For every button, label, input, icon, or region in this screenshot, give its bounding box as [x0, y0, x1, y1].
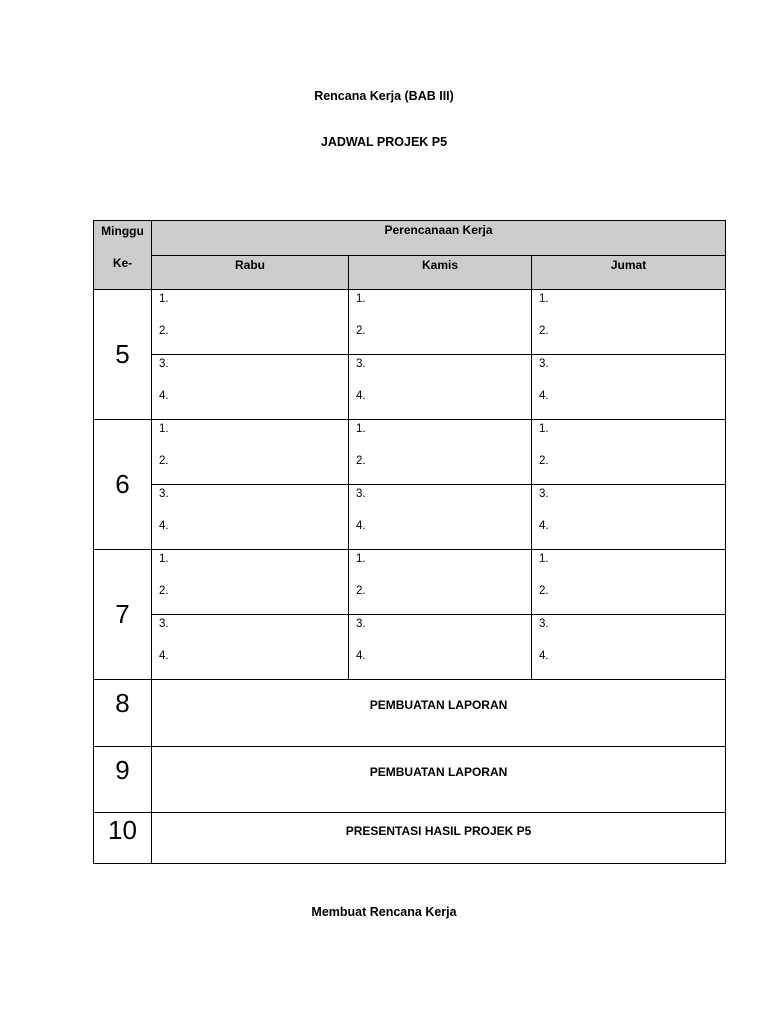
activity-label: PEMBUATAN LAPORAN [369, 765, 508, 779]
item-number: 2. [159, 585, 169, 597]
item-number: 1. [159, 423, 169, 435]
item-number: 1. [539, 293, 549, 305]
item-number: 4. [539, 520, 549, 532]
item-number: 1. [539, 553, 549, 565]
table-row [94, 290, 726, 355]
activity-cell [152, 747, 726, 813]
week-column-header [94, 221, 152, 290]
slot-cell [152, 550, 349, 615]
item-number: 2. [356, 325, 366, 337]
week-number-cell [94, 747, 152, 813]
item-number: 4. [159, 520, 169, 532]
item-number: 4. [356, 520, 366, 532]
slot-cell [349, 290, 532, 355]
slot-cell [532, 550, 726, 615]
item-number: 1. [159, 553, 169, 565]
item-number: 1. [356, 423, 366, 435]
document-title: Rencana Kerja (BAB III) [314, 89, 454, 103]
item-number: 3. [159, 358, 169, 370]
slot-cell [152, 355, 349, 420]
item-number: 4. [356, 390, 366, 402]
week-number: 6 [94, 420, 152, 550]
day-header-rabu: Rabu [152, 256, 349, 290]
table-row [94, 680, 726, 747]
week-number-cell [94, 813, 152, 864]
item-number: 1. [159, 293, 169, 305]
slot-cell [152, 290, 349, 355]
week-header-line2: Ke- [112, 256, 133, 270]
activity-cell [152, 680, 726, 747]
item-number: 1. [356, 293, 366, 305]
week-number: 9 [115, 755, 130, 785]
item-number: 2. [159, 325, 169, 337]
item-number: 3. [159, 618, 169, 630]
slot-cell [349, 420, 532, 485]
item-number: 2. [356, 585, 366, 597]
slot-cell [532, 355, 726, 420]
week-header-line1: Minggu [101, 224, 144, 238]
item-number: 4. [356, 650, 366, 662]
item-number: 4. [159, 390, 169, 402]
item-number: 3. [356, 618, 366, 630]
slot-cell [532, 615, 726, 680]
item-number: 3. [356, 358, 366, 370]
slot-cell [152, 420, 349, 485]
week-number: 7 [94, 550, 152, 680]
slot-cell [152, 615, 349, 680]
slot-cell [532, 290, 726, 355]
day-header-kamis: Kamis [349, 256, 532, 290]
week-number-cell [94, 680, 152, 747]
document-footer: Membuat Rencana Kerja [311, 905, 457, 919]
item-number: 4. [159, 650, 169, 662]
item-number: 4. [539, 390, 549, 402]
slot-cell [152, 485, 349, 550]
item-number: 1. [356, 553, 366, 565]
slot-cell [349, 485, 532, 550]
item-number: 1. [539, 423, 549, 435]
slot-cell [349, 550, 532, 615]
plan-header: Perencanaan Kerja [152, 221, 726, 256]
item-number: 2. [159, 455, 169, 467]
table-row [94, 813, 726, 864]
item-number: 3. [356, 488, 366, 500]
table-row [94, 550, 726, 615]
item-number: 2. [539, 585, 549, 597]
item-number: 4. [539, 650, 549, 662]
slot-cell [532, 420, 726, 485]
table-row [94, 615, 726, 680]
table-row [94, 747, 726, 813]
table-row [94, 485, 726, 550]
slot-cell [349, 615, 532, 680]
item-number: 3. [159, 488, 169, 500]
item-number: 2. [539, 455, 549, 467]
activity-cell [152, 813, 726, 864]
table-row [94, 355, 726, 420]
day-header-jumat: Jumat [532, 256, 726, 290]
document-subtitle: JADWAL PROJEK P5 [320, 135, 448, 149]
activity-label: PRESENTASI HASIL PROJEK P5 [345, 824, 532, 838]
item-number: 2. [356, 455, 366, 467]
activity-label: PEMBUATAN LAPORAN [369, 698, 508, 712]
item-number: 3. [539, 618, 549, 630]
item-number: 3. [539, 358, 549, 370]
week-number: 5 [94, 290, 152, 420]
schedule-table [93, 220, 726, 864]
item-number: 2. [539, 325, 549, 337]
table-row [94, 420, 726, 485]
week-number: 8 [115, 688, 130, 718]
item-number: 3. [539, 488, 549, 500]
slot-cell [349, 355, 532, 420]
week-number: 10 [108, 815, 137, 845]
slot-cell [532, 485, 726, 550]
